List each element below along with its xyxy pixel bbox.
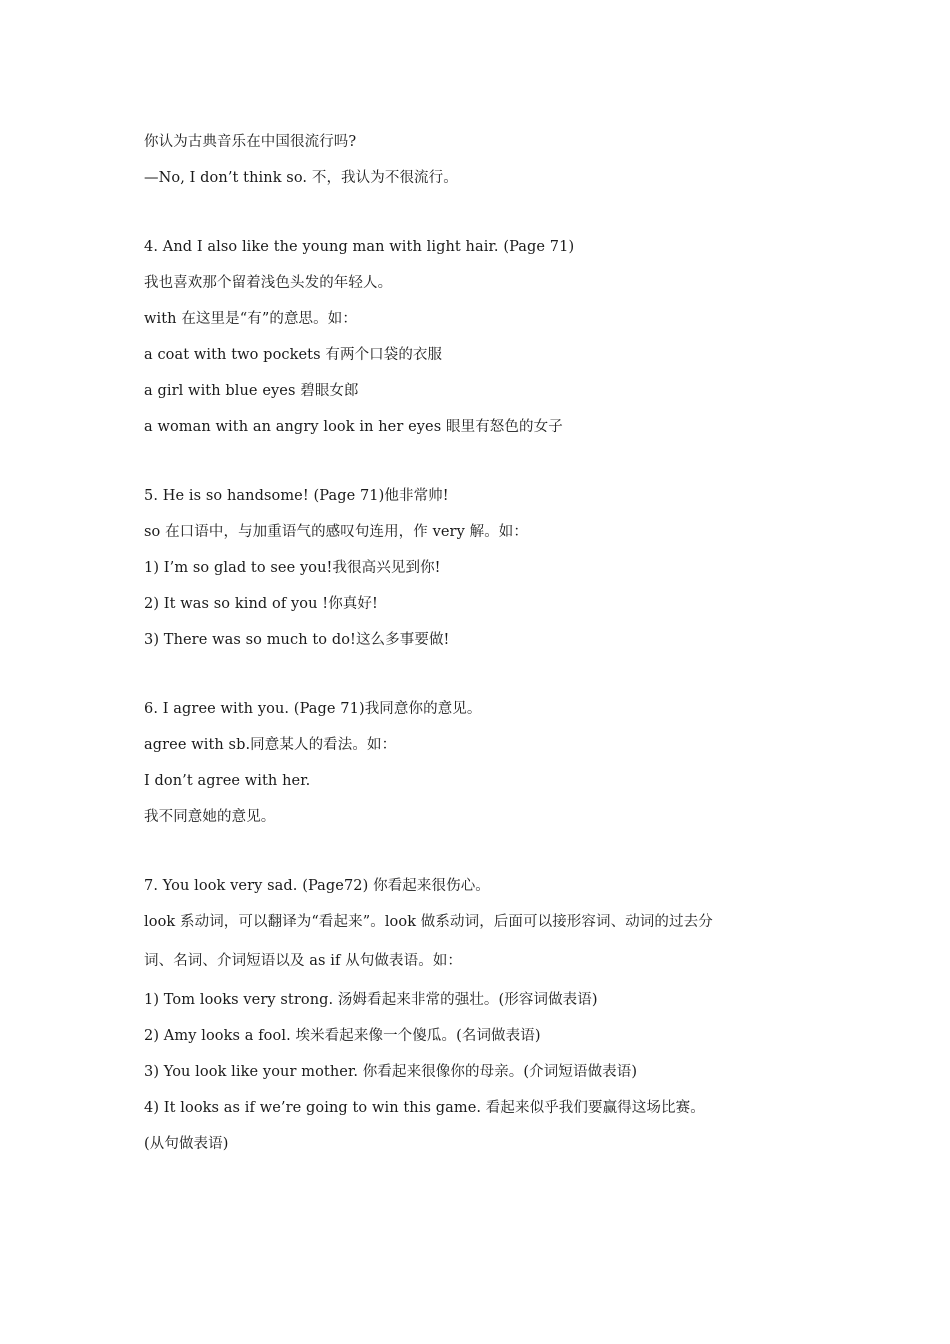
example-line: 2) It was so kind of you !你真好!	[144, 596, 378, 612]
text-line: agree with sb.同意某人的看法。如：	[144, 737, 397, 753]
paragraph-gap	[144, 445, 844, 478]
example-line: 2) Amy looks a fool. 埃米看起来像一个傻瓜。(名词做表语)	[144, 1028, 541, 1044]
example-line: 我不同意她的意见。	[144, 809, 276, 825]
section-7	[144, 868, 844, 1162]
paragraph-gap	[144, 835, 844, 868]
example-line: 1) Tom looks very strong. 汤姆看起来非常的强壮。(形容词做表语)	[144, 992, 598, 1008]
example-note: (从句做表语)	[144, 1136, 229, 1152]
example-line: 3) There was so much to do!这么多事要做!	[144, 632, 450, 648]
paragraph-gap	[144, 658, 844, 691]
text-line: —No, I don’t think so. 不，我认为不很流行。	[144, 170, 458, 186]
section-intro	[144, 124, 844, 196]
section-heading: 6. I agree with you. (Page 71)我同意你的意见。	[144, 701, 482, 717]
text-line: with 在这里是“有”的意思。如：	[144, 311, 357, 327]
section-heading: 4. And I also like the young man with light hair. (Page 71)	[144, 239, 575, 255]
example-line: 1) I’m so glad to see you!我很高兴见到你!	[144, 560, 441, 576]
example-line: a girl with blue eyes 碧眼女郎	[144, 383, 359, 399]
section-5	[144, 478, 844, 658]
text-line: 词、名词、介词短语以及 as if 从句做表语。如：	[144, 953, 463, 969]
example-line: a woman with an angry look in her eyes 眼里有怒色的女子	[144, 419, 563, 435]
example-line: I don’t agree with her.	[144, 773, 311, 789]
text-line: 你认为古典音乐在中国很流行吗?	[144, 134, 357, 150]
document-page	[144, 124, 844, 1162]
section-heading: 5. He is so handsome! (Page 71)他非常帅!	[144, 488, 449, 504]
section-6	[144, 691, 844, 835]
text-line: so 在口语中，与加重语气的感叹句连用，作 very 解。如：	[144, 524, 528, 540]
example-line: 3) You look like your mother. 你看起来很像你的母亲。(介词短语做表语)	[144, 1064, 638, 1080]
example-line: 4) It looks as if we’re going to win this game. 看起来似乎我们要赢得这场比赛。	[144, 1100, 705, 1116]
text-line: look 系动词，可以翻译为“看起来”。look 做系动词，后面可以接形容词、动词的过去分	[144, 914, 713, 930]
section-heading: 7. You look very sad. (Page72) 你看起来很伤心。	[144, 878, 490, 894]
example-line: a coat with two pockets 有两个口袋的衣服	[144, 347, 443, 363]
section-4	[144, 229, 844, 445]
paragraph-gap	[144, 196, 844, 229]
text-line: 我也喜欢那个留着浅色头发的年轻人。	[144, 275, 393, 291]
